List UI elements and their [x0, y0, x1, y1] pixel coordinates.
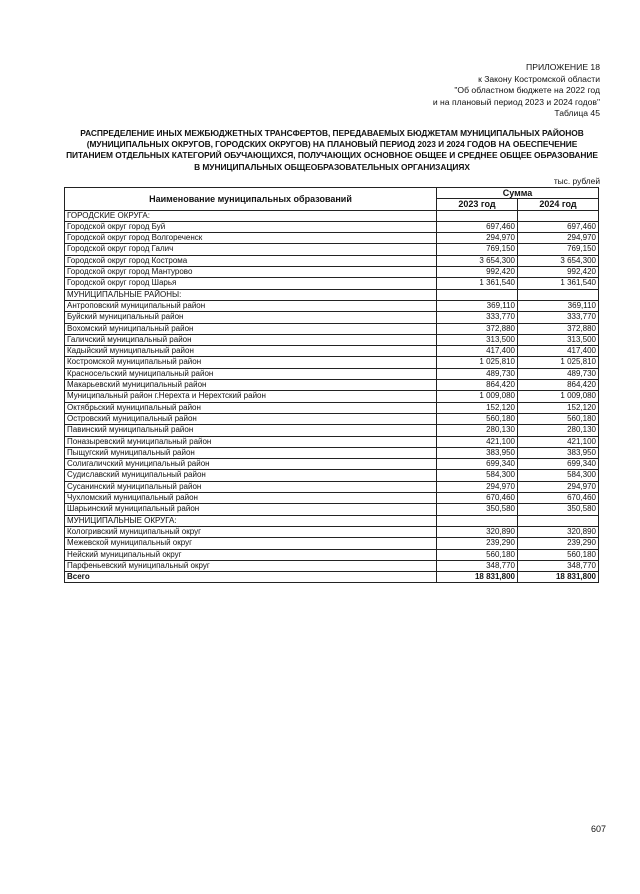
- row-value-2024: 348,770: [518, 560, 599, 571]
- row-value-2023: 670,460: [437, 493, 518, 504]
- row-value-2023: 348,770: [437, 560, 518, 571]
- row-name-cell: Сусанинский муниципальный район: [65, 481, 437, 492]
- table-row: [65, 300, 599, 311]
- table-row: [65, 380, 599, 391]
- row-value-2024: 697,460: [518, 221, 599, 232]
- row-value-2024: 1 009,080: [518, 391, 599, 402]
- row-value-2023: 769,150: [437, 244, 518, 255]
- table-row: [65, 312, 599, 323]
- table-row: [65, 402, 599, 413]
- row-value-2023: 239,290: [437, 538, 518, 549]
- row-value-2024: 294,970: [518, 481, 599, 492]
- row-value-2024: 992,420: [518, 267, 599, 278]
- column-header-2024: 2024 год: [518, 199, 599, 210]
- row-name-cell: Городской округ город Буй: [65, 221, 437, 232]
- row-value-2024: 421,100: [518, 436, 599, 447]
- row-value-2023: 369,110: [437, 300, 518, 311]
- row-value-2024: 383,950: [518, 447, 599, 458]
- row-value-2023: 18 831,800: [437, 572, 518, 583]
- table-row: [65, 255, 599, 266]
- row-name-cell: ГОРОДСКИЕ ОКРУГА:: [65, 210, 437, 221]
- row-value-2023: 697,460: [437, 221, 518, 232]
- row-value-2023: 280,130: [437, 425, 518, 436]
- row-value-2023: 992,420: [437, 267, 518, 278]
- appendix-law-period: и на плановый период 2023 и 2024 годов": [432, 96, 600, 107]
- row-name-cell: Антроповский муниципальный район: [65, 300, 437, 311]
- row-value-2023: 152,120: [437, 402, 518, 413]
- table-row: [65, 323, 599, 334]
- table-row: [65, 267, 599, 278]
- row-value-2024: 670,460: [518, 493, 599, 504]
- table-row: [65, 447, 599, 458]
- table-body: [65, 210, 599, 583]
- row-value-2024: 3 654,300: [518, 255, 599, 266]
- row-name-cell: Городской округ город Галич: [65, 244, 437, 255]
- table-row: [65, 436, 599, 447]
- row-value-2023: 560,180: [437, 549, 518, 560]
- section-row: [65, 289, 599, 300]
- column-header-2023: 2023 год: [437, 199, 518, 210]
- table-row: [65, 560, 599, 571]
- table-row: [65, 346, 599, 357]
- row-name-cell: Кадыйский муниципальный район: [65, 346, 437, 357]
- row-value-2024: 280,130: [518, 425, 599, 436]
- table-row: [65, 368, 599, 379]
- row-name-cell: Поназыревский муниципальный район: [65, 436, 437, 447]
- row-value-2024: 699,340: [518, 459, 599, 470]
- row-value-2023: 1 361,540: [437, 278, 518, 289]
- row-value-2023: 333,770: [437, 312, 518, 323]
- row-name-cell: Всего: [65, 572, 437, 583]
- row-value-2023: 294,970: [437, 481, 518, 492]
- row-name-cell: Шарьинский муниципальный район: [65, 504, 437, 515]
- row-value-2023: 560,180: [437, 413, 518, 424]
- row-name-cell: Макарьевский муниципальный район: [65, 380, 437, 391]
- row-value-2023: 294,970: [437, 233, 518, 244]
- row-value-2023: 489,730: [437, 368, 518, 379]
- row-value-2023: 421,100: [437, 436, 518, 447]
- row-name-cell: Галичский муниципальный район: [65, 334, 437, 345]
- row-name-cell: Солигаличский муниципальный район: [65, 459, 437, 470]
- table-row: [65, 493, 599, 504]
- row-name-cell: Буйский муниципальный район: [65, 312, 437, 323]
- table-row: [65, 459, 599, 470]
- row-value-2024: 864,420: [518, 380, 599, 391]
- row-name-cell: Костромской муниципальный район: [65, 357, 437, 368]
- row-value-2024: 489,730: [518, 368, 599, 379]
- table-row: [65, 233, 599, 244]
- row-name-cell: МУНИЦИПАЛЬНЫЕ ОКРУГА:: [65, 515, 437, 526]
- row-name-cell: Парфеньевский муниципальный округ: [65, 560, 437, 571]
- table-row: [65, 549, 599, 560]
- row-value-2024: 369,110: [518, 300, 599, 311]
- table-row: [65, 538, 599, 549]
- row-value-2023: 372,880: [437, 323, 518, 334]
- row-value-2024: 1 361,540: [518, 278, 599, 289]
- row-value-2024: 320,890: [518, 526, 599, 537]
- row-name-cell: Кологривский муниципальный округ: [65, 526, 437, 537]
- page-number: 607: [590, 824, 606, 834]
- row-value-2023: 383,950: [437, 447, 518, 458]
- table-row: [65, 470, 599, 481]
- row-name-cell: Чухломский муниципальный район: [65, 493, 437, 504]
- row-name-cell: Островский муниципальный район: [65, 413, 437, 424]
- row-value-2023: [437, 515, 518, 526]
- row-value-2023: 417,400: [437, 346, 518, 357]
- document-title: РАСПРЕДЕЛЕНИЕ ИНЫХ МЕЖБЮДЖЕТНЫХ ТРАНСФЕРТОВ, ПЕРЕДАВАЕМЫХ БЮДЖЕТАМ МУНИЦИПАЛЬНЫХ РАЙОНОВ (МУНИЦИПАЛЬНЫХ ОКРУГОВ, ГОРОДСКИХ ОКРУГОВ) НА ПЛАНОВЫЙ ПЕРИОД 2023 И 2024 ГОДОВ НА ОБЕСПЕЧЕНИЕ ПИТАНИЕМ ОТДЕЛЬНЫХ КАТЕГОРИЙ ОБУЧАЮЩИХСЯ, ПОЛУЧАЮЩИХ ОСНОВНОЕ ОБЩЕЕ И СРЕДНЕЕ ОБЩЕЕ ОБРАЗОВАНИЕ В МУНИЦИПАЛЬНЫХ ОБЩЕОБРАЗОВАТЕЛЬНЫХ ОРГАНИЗАЦИЯХ: [66, 128, 598, 172]
- row-value-2024: 313,500: [518, 334, 599, 345]
- appendix-law-ref: к Закону Костромской области: [478, 73, 600, 84]
- table-row: [65, 504, 599, 515]
- row-value-2024: 1 025,810: [518, 357, 599, 368]
- column-header-name: Наименование муниципальных образований: [65, 188, 437, 211]
- row-name-cell: Муниципальный район г.Нерехта и Нерехтский район: [65, 391, 437, 402]
- row-value-2024: 333,770: [518, 312, 599, 323]
- row-value-2024: 152,120: [518, 402, 599, 413]
- row-name-cell: Судиславский муниципальный район: [65, 470, 437, 481]
- table-row: [65, 221, 599, 232]
- table-row: [65, 413, 599, 424]
- row-value-2023: 1 025,810: [437, 357, 518, 368]
- row-value-2024: 239,290: [518, 538, 599, 549]
- row-value-2024: 769,150: [518, 244, 599, 255]
- row-value-2023: [437, 289, 518, 300]
- table-row: [65, 425, 599, 436]
- row-name-cell: Межевской муниципальный округ: [65, 538, 437, 549]
- row-value-2023: 699,340: [437, 459, 518, 470]
- row-value-2024: 372,880: [518, 323, 599, 334]
- row-value-2024: 417,400: [518, 346, 599, 357]
- appendix-law-name: "Об областном бюджете на 2022 год: [454, 85, 600, 96]
- column-header-sum: Сумма: [437, 188, 599, 199]
- table-row: [65, 481, 599, 492]
- row-value-2024: [518, 210, 599, 221]
- section-row: [65, 515, 599, 526]
- total-row: [65, 572, 599, 583]
- row-name-cell: Пыщугский муниципальный район: [65, 447, 437, 458]
- row-value-2023: 350,580: [437, 504, 518, 515]
- row-name-cell: Городской округ город Шарья: [65, 278, 437, 289]
- table-row: [65, 391, 599, 402]
- row-value-2024: [518, 515, 599, 526]
- row-value-2023: 3 654,300: [437, 255, 518, 266]
- row-value-2024: 294,970: [518, 233, 599, 244]
- row-name-cell: Городской округ город Кострома: [65, 255, 437, 266]
- row-name-cell: Нейский муниципальный округ: [65, 549, 437, 560]
- row-name-cell: Красносельский муниципальный район: [65, 368, 437, 379]
- units-label: тыс. рублей: [553, 176, 600, 186]
- appendix-title: ПРИЛОЖЕНИЕ 18: [526, 62, 600, 72]
- table-number: Таблица 45: [554, 108, 600, 119]
- appendix-block: [433, 62, 600, 120]
- row-name-cell: МУНИЦИПАЛЬНЫЕ РАЙОНЫ:: [65, 289, 437, 300]
- table-row: [65, 278, 599, 289]
- table-row: [65, 334, 599, 345]
- row-value-2023: 864,420: [437, 380, 518, 391]
- row-name-cell: Городской округ город Волгореченск: [65, 233, 437, 244]
- row-value-2024: [518, 289, 599, 300]
- section-row: [65, 210, 599, 221]
- row-value-2024: 560,180: [518, 549, 599, 560]
- row-value-2023: 313,500: [437, 334, 518, 345]
- row-value-2023: 1 009,080: [437, 391, 518, 402]
- row-value-2023: [437, 210, 518, 221]
- row-name-cell: Октябрьский муниципальный район: [65, 402, 437, 413]
- row-value-2023: 320,890: [437, 526, 518, 537]
- row-name-cell: Вохомский муниципальный район: [65, 323, 437, 334]
- row-name-cell: Павинский муниципальный район: [65, 425, 437, 436]
- distribution-table: [64, 187, 599, 583]
- row-name-cell: Городской округ город Мантурово: [65, 267, 437, 278]
- row-value-2024: 18 831,800: [518, 572, 599, 583]
- table-row: [65, 526, 599, 537]
- table-row: [65, 357, 599, 368]
- row-value-2024: 560,180: [518, 413, 599, 424]
- table-row: [65, 244, 599, 255]
- row-value-2023: 584,300: [437, 470, 518, 481]
- row-value-2024: 584,300: [518, 470, 599, 481]
- row-value-2024: 350,580: [518, 504, 599, 515]
